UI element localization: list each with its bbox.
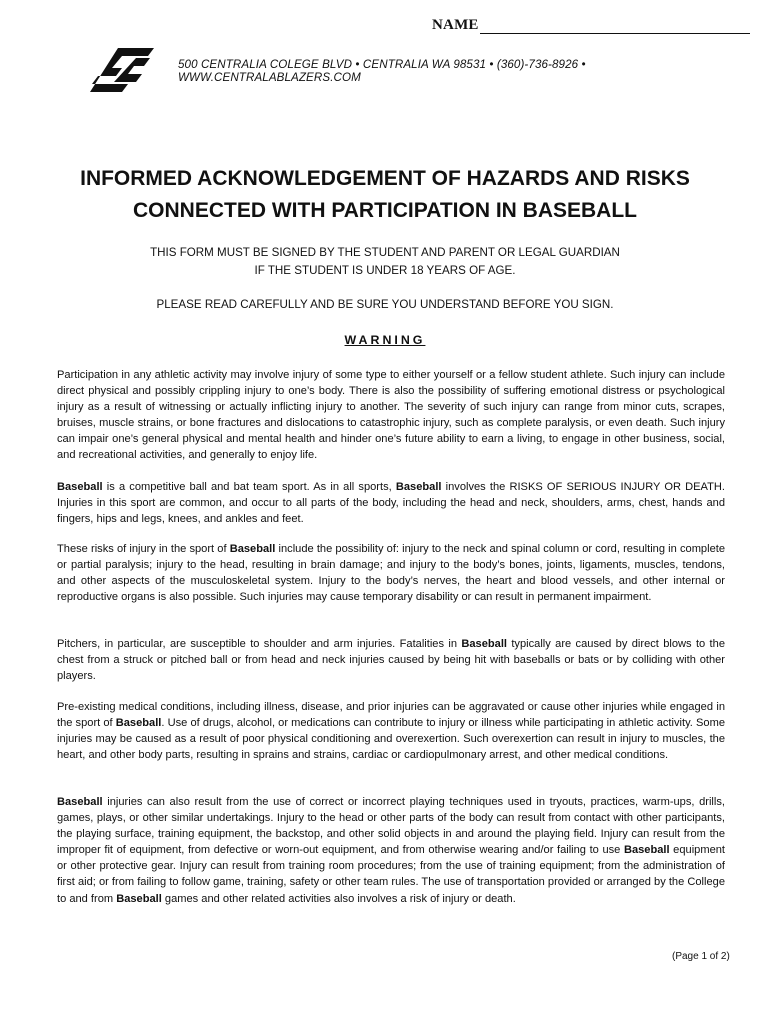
college-logo — [88, 44, 158, 92]
paragraph-pitchers: Pitchers, in particular, are susceptible to shoulder and arm injuries. Fatalities in Baseball typically are caused by direct blows to the chest from a struck or pitched ball or from head and neck injuries caused by being hit with baseballs or bats or by colliding with other players. — [57, 638, 725, 683]
signature-instruction — [0, 244, 770, 280]
paragraph-general-risks: Participation in any athletic activity may involve injury of some type to either yourself or a fellow student athlete. Such injury can include direct physical and possibly crippling injury to one’s body. There is also the possibility of suffering emotional distress or psychological injury as a result of witnessing or actually inflicting injury to another. The severity of such injury can range from minor cuts, scrapes, bruises, muscle strains, or bone fractures and dislocations to catastrophic injury, such as complete paralysis, or even death. Such injury can impair one’s general physical and mental health and hinder one’s future ability to earn a living, to engage in other business, social, and recreational activities, and generally to enjoy life. — [57, 369, 725, 462]
instruction-line-2: IF THE STUDENT IS UNDER 18 YEARS OF AGE. — [254, 264, 516, 277]
college-address: 500 CENTRALIA COLEGE BLVD • CENTRALIA WA 98531 • (360)-736-8926 • WWW.CENTRALABLAZERS.COM — [178, 58, 586, 84]
paragraph-medical-conditions: Pre-existing medical conditions, including illness, disease, and prior injuries can be aggravated or cause other injuries while engaged in the sport of Baseball. Use of drugs, alcohol, or medications can contribute to injury or illness while participating in athletic activity. Some injuries may be caused as a result of poor physical conditioning and overexertion. Such overexertion can result in injury to muscles, the heart, and other body parts, resulting in sprains and strains, cardiac or cardiopulmonary arrest, and other medical conditions. — [57, 701, 725, 762]
instruction-line-1: THIS FORM MUST BE SIGNED BY THE STUDENT AND PARENT OR LEGAL GUARDIAN — [150, 246, 620, 259]
form-title — [0, 163, 770, 227]
name-label: NAME — [432, 17, 479, 33]
read-carefully-instruction: PLEASE READ CAREFULLY AND BE SURE YOU UNDERSTAND BEFORE YOU SIGN. — [156, 298, 614, 311]
title-line-1: INFORMED ACKNOWLEDGEMENT OF HAZARDS AND RISKS — [80, 167, 690, 190]
paragraph-techniques-equipment: Baseball injuries can also result from the use of correct or incorrect playing techniques used in tryouts, practices, warm-ups, drills, games, plays, or other similar undertakings. Injury to the head or other parts of the body can result from contact with other participants, the playing surface, training equipment, the backstop, and other solid objects in and around the playing field. Injury can result from the improper fit of equipment, from defective or worn-out equipment, and from otherwise wearing and/or failing to use Baseball equipment or other protective gear. Injury can result from training room procedures; from the use of training equipment; from the administration of first aid; or from failing to follow game, training, safety or other team rules. The use of transportation provided or arranged by the College to and from Baseball games and other related activities also involves a risk of injury or death. — [57, 796, 725, 905]
paragraph-sport-description: Baseball is a competitive ball and bat team sport. As in all sports, Baseball involves the RISKS OF SERIOUS INJURY OR DEATH. Injuries in this sport are common, and occur to all parts of the body, including the head and neck, shoulders, arms, chest, hands and fingers, hips and legs, knees, and ankles and feet. — [57, 481, 725, 526]
warning-heading: WARNING — [344, 333, 426, 347]
title-line-2: CONNECTED WITH PARTICIPATION IN BASEBALL — [133, 199, 637, 222]
paragraph-injury-types: These risks of injury in the sport of Baseball include the possibility of: injury to the neck and spinal column or cord, resulting in complete or partial paralysis; injury to the head, resulting in brain damage; and injury to the body’s bones, joints, ligaments, muscles, tendons, and other aspects of the musculoskeletal system. Injury to the body’s nerves, the heart and blood vessels, and other internal or reproductive organs is also possible. Such injuries may cause temporary disability or can result in permanent impairment. — [57, 543, 725, 604]
page-number: (Page 1 of 2) — [672, 951, 730, 962]
name-field-line[interactable] — [480, 33, 750, 34]
